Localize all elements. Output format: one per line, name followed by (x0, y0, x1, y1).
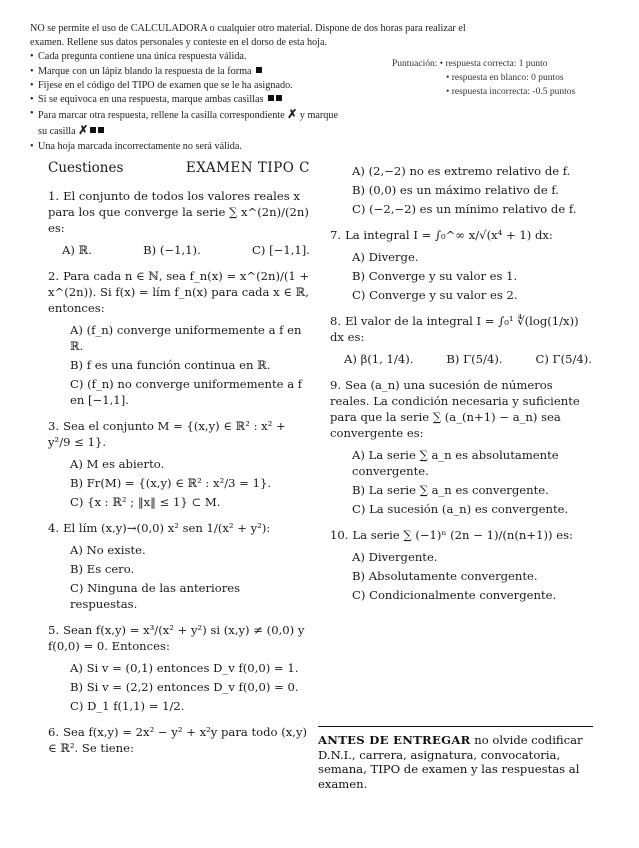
option-b[interactable]: B) Si v = (2,2) entonces D_v f(0,0) = 0. (70, 680, 299, 694)
option-c[interactable]: C) {x : ℝ² ; ‖x‖ ≤ 1} ⊂ M. (70, 495, 221, 509)
crossed-box-icon: ✗ (78, 123, 89, 138)
exam-title-row (48, 160, 310, 176)
question-6: 6. Sea f(x,y) = 2x² − y² + x²y para todo (x,y) ∈ ℝ². Se tiene: (48, 725, 308, 755)
option-b[interactable]: B) Es cero. (70, 562, 135, 576)
option-c[interactable]: C) (f_n) no converge uniformemente a f en [−1,1]. (70, 377, 303, 407)
left-column (48, 160, 310, 766)
submission-note-heading: ANTES DE ENTREGAR (318, 733, 471, 747)
question-stem: El valor de la integral I = ∫₀¹ ∜(log(1/x)) dx es: (330, 314, 579, 344)
exam-type-title: EXAMEN TIPO C (185, 160, 310, 176)
option-a[interactable]: A) ℝ. (62, 243, 92, 257)
cross-mark-icon: ✗ (287, 107, 298, 122)
instruction-bullet: • Una hoja marcada incorrectamente no será válida. (30, 140, 242, 152)
question-stem: Sean f(x,y) = x³/(x² + y²) si (x,y) ≠ (0,0) y f(0,0) = 0. Entonces: (48, 623, 305, 653)
question-5: 5. Sean f(x,y) = x³/(x² + y²) si (x,y) ≠ (0,0) y f(0,0) = 0. Entonces: A) Si v = (0,1) entonces D_v f(0,0) = 1. B) Si v = (2,2) entonces D_v f(0,0) = 0. C) D_1 f(1,1) = 1/2. (48, 622, 310, 714)
option-c[interactable]: C) Ninguna de las anteriores respuestas. (70, 581, 241, 611)
question-4: 4. El lím (x,y)→(0,0) x² sen 1/(x² + y²): A) No existe. B) Es cero. C) Ninguna de las anteriores respuestas. (48, 520, 310, 612)
question-stem: Para cada n ∈ ℕ, sea f_n(x) = x^(2n)/(1 + x^(2n)). Si f(x) = lím f_n(x) para cada x ∈ ℝ, entonces: (48, 269, 310, 315)
option-b[interactable]: B) Absolutamente convergente. (352, 569, 538, 583)
instruction-bullet: • Fíjese en el código del TIPO de examen que se le ha asignado. (30, 79, 293, 91)
filled-box-icon (256, 67, 262, 73)
option-a[interactable]: A) (f_n) converge uniformemente a f en ℝ. (70, 323, 302, 353)
right-column (330, 160, 592, 613)
option-a[interactable]: A) Si v = (0,1) entonces D_v f(0,0) = 1. (70, 661, 299, 675)
question-stem: La serie ∑ (−1)ⁿ (2n − 1)/(n(n+1)) es: (352, 528, 573, 542)
option-b[interactable]: B) Converge y su valor es 1. (352, 269, 518, 283)
option-a[interactable]: A) β(1, 1/4). (344, 352, 414, 366)
option-a[interactable]: A) Diverge. (352, 250, 419, 264)
question-stem: Sea f(x,y) = 2x² − y² + x²y para todo (x,y) ∈ ℝ². Se tiene: (48, 725, 308, 755)
instructions-line-1: NO se permite el uso de CALCULADORA o cualquier otro material. Dispone de dos horas para realizar el (30, 23, 466, 34)
question-6-options (330, 163, 592, 217)
scoring-line-1: Puntuación: • respuesta correcta: 1 punto (392, 59, 548, 69)
option-b[interactable]: B) Γ(5/4). (446, 352, 503, 366)
option-c[interactable]: C) D_1 f(1,1) = 1/2. (70, 699, 185, 713)
filled-box-icon (276, 95, 282, 101)
filled-box-icon (90, 127, 96, 133)
instruction-bullet: • Si se equivoca en una respuesta, marque ambas casillas (30, 93, 615, 107)
option-b[interactable]: B) Fr(M) = {(x,y) ∈ ℝ² : x²/3 = 1}. (70, 476, 272, 490)
question-8: 8. El valor de la integral I = ∫₀¹ ∜(log(1/x)) dx es: A) β(1, 1/4). B) Γ(5/4). C) Γ(5/4). (330, 314, 592, 366)
instruction-bullet: • Para marcar otra respuesta, rellene la casilla correspondiente ✗ y marque (30, 107, 338, 122)
option-b[interactable]: B) (0,0) es un máximo relativo de f. (352, 183, 559, 197)
question-3: 3. Sea el conjunto M = {(x,y) ∈ ℝ² : x² + y²/9 ≤ 1}. A) M es abierto. B) Fr(M) = {(x,y) ∈ ℝ² : x²/3 = 1}. C) {x : ℝ² ; ‖x‖ ≤ 1} ⊂ M. (48, 418, 310, 510)
question-stem: Sea el conjunto M = {(x,y) ∈ ℝ² : x² + y²/9 ≤ 1}. (48, 419, 286, 449)
option-c[interactable]: C) Condicionalmente convergente. (352, 588, 557, 602)
option-b[interactable]: B) f es una función continua en ℝ. (70, 358, 271, 372)
filled-box-icon (98, 127, 104, 133)
instruction-bullet: su casilla ✗ (30, 123, 615, 139)
instruction-bullet: • Cada pregunta contiene una única respuesta válida. (30, 51, 247, 63)
option-b[interactable]: B) (−1,1). (143, 243, 201, 257)
option-a[interactable]: A) No existe. (70, 543, 146, 557)
scoring-line-3: • respuesta incorrecta: -0.5 puntos (446, 87, 576, 97)
option-a[interactable]: A) La serie ∑ a_n es absolutamente convergente. (352, 448, 559, 478)
question-1: 1. El conjunto de todos los valores reales x para los que converge la serie ∑ x^(2n)/(2n) es: A) ℝ. B) (−1,1). C) [−1,1]. (48, 189, 310, 257)
question-9: 9. Sea (a_n) una sucesión de números reales. La condición necesaria y suficiente para que la serie ∑ (a_(n+1) − a_n) sea convergente es: A) La serie ∑ a_n es absolutamente convergente. B) La serie ∑ a_n es convergente. C) La sucesión (a_n) es convergente. (330, 377, 592, 517)
question-stem: Sea (a_n) una sucesión de números reales. La condición necesaria y suficiente para que la serie ∑ (a_(n+1) − a_n) sea convergente es: (330, 378, 580, 440)
question-stem: La integral I = ∫₀^∞ x/√(x⁴ + 1) dx: (345, 228, 553, 242)
option-c[interactable]: C) [−1,1]. (252, 243, 310, 257)
filled-box-icon (268, 95, 274, 101)
option-c[interactable]: C) Converge y su valor es 2. (352, 288, 518, 302)
question-10: 10. La serie ∑ (−1)ⁿ (2n − 1)/(n(n+1)) es: A) Divergente. B) Absolutamente convergente. C) Condicionalmente convergente. (330, 527, 592, 603)
option-c[interactable]: C) La sucesión (a_n) es convergente. (352, 502, 569, 516)
question-stem: El lím (x,y)→(0,0) x² sen 1/(x² + y²): (63, 521, 271, 535)
question-2: 2. Para cada n ∈ ℕ, sea f_n(x) = x^(2n)/(1 + x^(2n)). Si f(x) = lím f_n(x) para cada x ∈ ℝ, entonces: A) (f_n) converge uniformemente a f en ℝ. B) f es una función continua en ℝ. C) (f_n) no converge uniformemente a f en [−1,1]. (48, 269, 310, 407)
option-a[interactable]: A) M es abierto. (70, 457, 165, 471)
option-a[interactable]: A) (2,−2) no es extremo relativo de f. (352, 164, 571, 178)
instruction-bullet: • Marque con un lápiz blando la respuesta de la forma (30, 65, 615, 79)
option-b[interactable]: B) La serie ∑ a_n es convergente. (352, 483, 549, 497)
question-stem: El conjunto de todos los valores reales x para los que converge la serie ∑ x^(2n)/(2n) es: (48, 189, 309, 235)
question-7: 7. La integral I = ∫₀^∞ x/√(x⁴ + 1) dx: A) Diverge. B) Converge y su valor es 1. C) Converge y su valor es 2. (330, 227, 592, 303)
option-c[interactable]: C) Γ(5/4). (535, 352, 592, 366)
instructions-line-2: examen. Rellene sus datos personales y conteste en el dorso de esta hoja. (30, 37, 328, 49)
option-a[interactable]: A) Divergente. (352, 550, 438, 564)
section-title: Cuestiones (48, 160, 124, 176)
scoring-line-2: • respuesta en blanco: 0 puntos (446, 73, 564, 83)
submission-note-text: no olvide codificar D.N.I., carrera, asignatura, convocatoria, semana, TIPO de examen y las respuestas al examen. (318, 733, 583, 791)
option-c[interactable]: C) (−2,−2) es un mínimo relativo de f. (352, 202, 577, 216)
submission-note (318, 726, 593, 791)
